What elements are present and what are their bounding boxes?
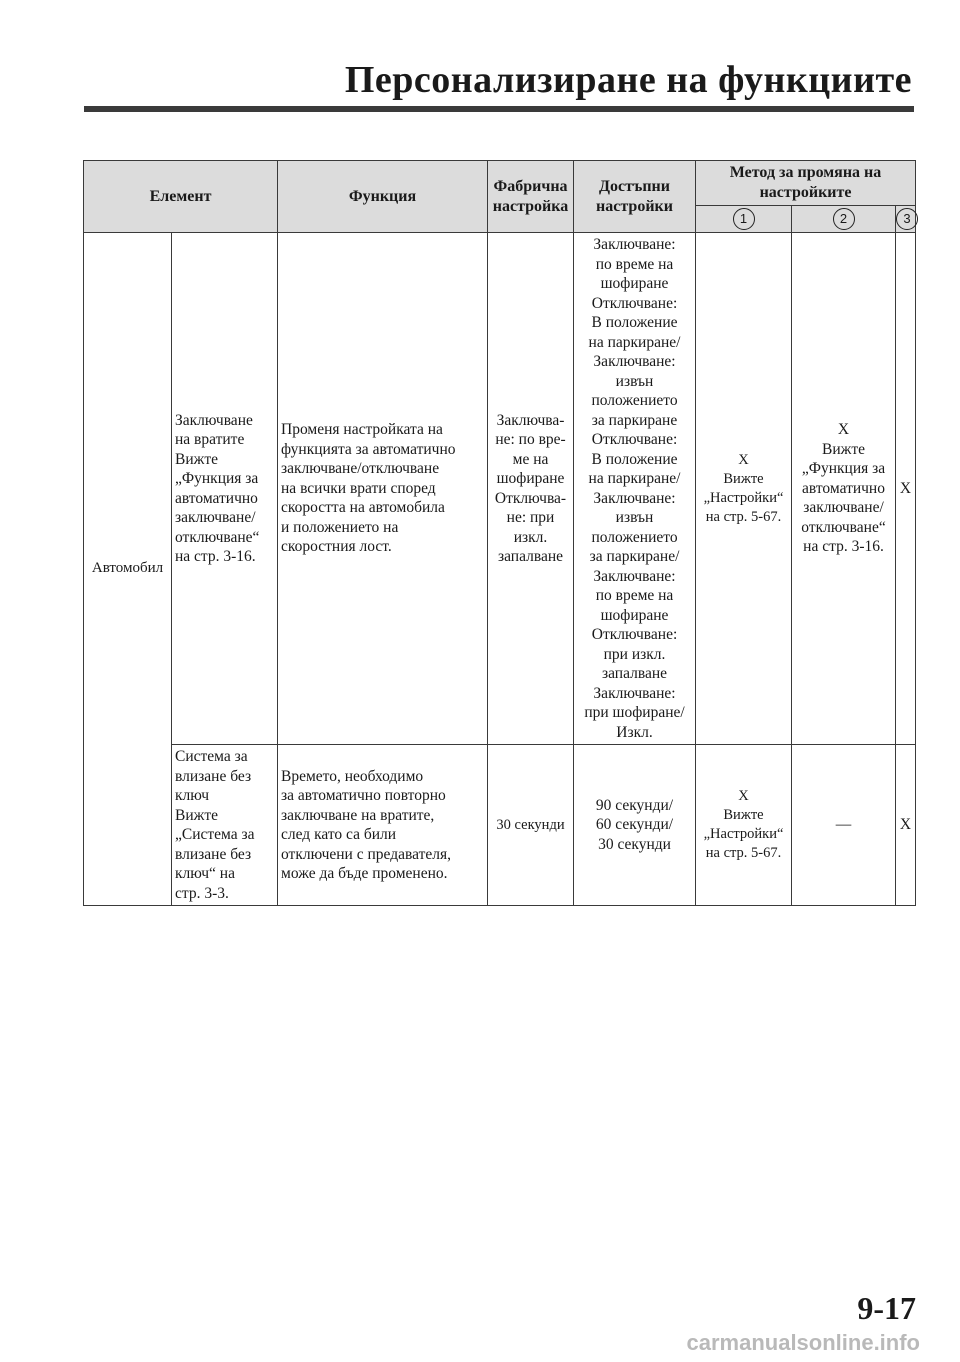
table-row	[84, 745, 916, 906]
table-header-row	[84, 161, 916, 206]
row-2-function: Времето, необходимо за автоматично повторно заключване на вратите, след като са били отключени с предавателя, може да бъде променено.	[278, 745, 488, 906]
circled-2-icon: 2	[833, 208, 855, 230]
header-method-3	[896, 206, 916, 233]
element-vehicle: Автомобил	[84, 233, 172, 906]
page-number: 9-17	[857, 1290, 916, 1326]
row-2-method-2: —	[792, 745, 896, 906]
row-1-function: Променя настройката на функцията за автоматично заключване/отключване на всички врати според скоростта на автомобила и положението на скоростния лост.	[278, 233, 488, 745]
row-2-item: Система за влизане без ключ Вижте „Система за влизане без ключ“ на стр. 3-3.	[172, 745, 278, 906]
row-2-factory: 30 секунди	[488, 745, 574, 906]
header-factory-setting: Фабрична настройка	[488, 161, 574, 233]
header-element: Елемент	[84, 161, 278, 233]
row-2-method-1: X Вижте „Настройки“ на стр. 5-67.	[696, 745, 792, 906]
row-2-available: 90 секунди/ 60 секунди/ 30 секунди	[574, 745, 696, 906]
watermark: carmanualsonline.info	[686, 1330, 920, 1355]
header-change-method: Метод за промяна на настройките	[696, 161, 916, 206]
row-1-item: Заключване на вратите Вижте „Функция за автоматично заключване/ отключване“ на стр. 3-16.	[172, 233, 278, 745]
circled-1-icon: 1	[733, 208, 755, 230]
row-1-method-3: X	[896, 233, 916, 745]
row-1-method-2: X Вижте „Функция за автоматично заключване/ отключване“ на стр. 3-16.	[792, 233, 896, 745]
circled-3-icon: 3	[896, 208, 918, 230]
header-method-1	[696, 206, 792, 233]
settings-table	[83, 160, 916, 906]
header-function: Функция	[278, 161, 488, 233]
title-rule	[84, 106, 914, 112]
row-1-factory: Заключва- не: по вре- ме на шофиране Отключва- не: при изкл. запалване	[488, 233, 574, 745]
page-title: Персонализиране на функциите	[344, 59, 912, 101]
header-available-settings: Достъпни настройки	[574, 161, 696, 233]
row-1-method-1: X Вижте „Настройки“ на стр. 5-67.	[696, 233, 792, 745]
table-row	[84, 233, 916, 745]
header-method-2	[792, 206, 896, 233]
row-2-method-3: X	[896, 745, 916, 906]
row-1-available: Заключване: по време на шофиране Отключване: В положение на паркиране/ Заключване: извън положението за паркиране Отключване: В положение на паркиране/ Заключване: извън положението за паркиране/ Заключване: по време на шофиране Отключване: при изкл. запалване Заключване: при шофиране/ Изкл.	[574, 233, 696, 745]
